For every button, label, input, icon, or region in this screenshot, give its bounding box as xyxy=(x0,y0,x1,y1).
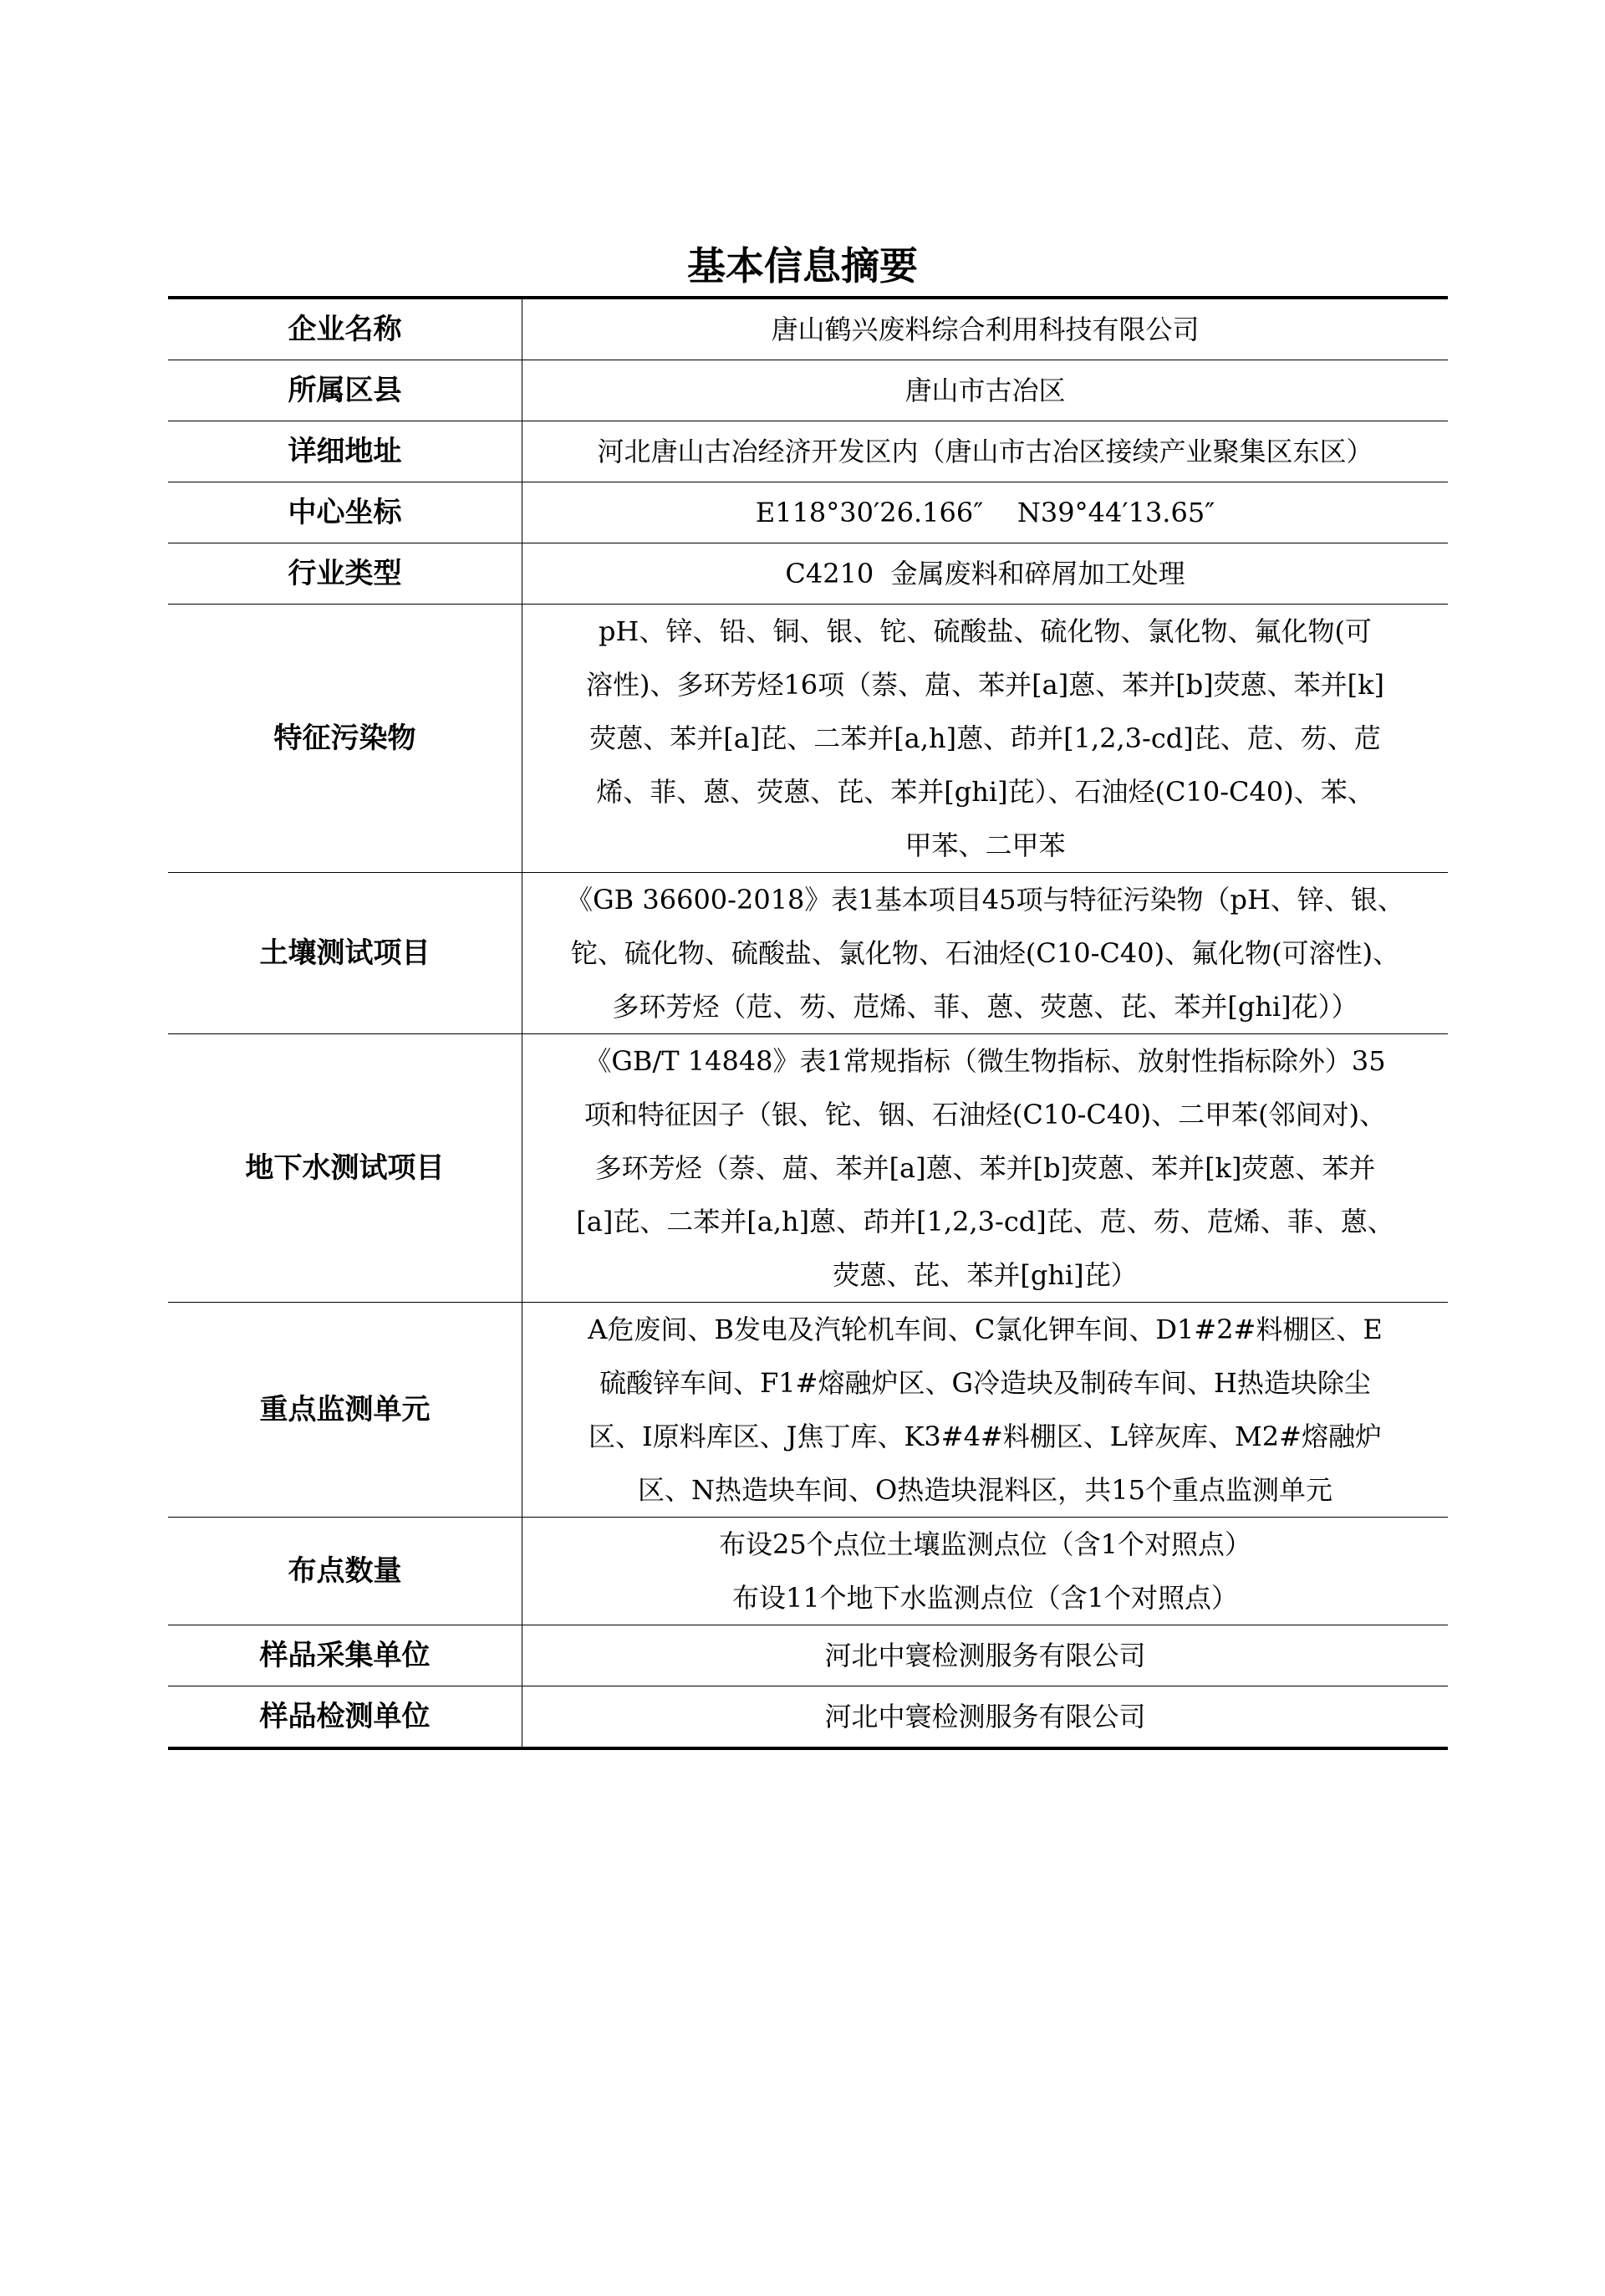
row-value xyxy=(522,605,1449,873)
value-line: 甲苯、二甲苯 xyxy=(904,829,1066,861)
value-line: 布设25个点位土壤监测点位（含1个对照点） xyxy=(718,1528,1252,1560)
row-value xyxy=(522,1303,1449,1518)
row-label: 样品检测单位 xyxy=(168,1686,522,1749)
value-line: 河北中寰检测服务有限公司 xyxy=(824,1701,1146,1732)
row-value xyxy=(522,298,1449,360)
value-line: 唐山市古冶区 xyxy=(904,375,1066,406)
row-label: 特征污染物 xyxy=(168,605,522,873)
table-row-district xyxy=(168,360,1448,421)
table-row-industry-type xyxy=(168,543,1448,605)
row-label: 中心坐标 xyxy=(168,482,522,543)
row-label: 详细地址 xyxy=(168,421,522,482)
row-value xyxy=(522,421,1449,482)
value-line: 布设11个地下水监测点位（含1个对照点） xyxy=(731,1582,1239,1614)
value-line: 区、I原料库区、J焦丁库、K3#4#料棚区、L锌灰库、M2#熔融炉 xyxy=(588,1421,1382,1452)
value-line: pH、锌、铅、铜、银、铊、硫酸盐、硫化物、氯化物、氟化物(可 xyxy=(599,615,1372,647)
value-line: 《GB 36600-2018》表1基本项目45项与特征污染物（pH、锌、银、 xyxy=(566,884,1404,916)
table-row-sampling-unit xyxy=(168,1625,1448,1686)
table-row-company-name xyxy=(168,298,1448,360)
value-line: 河北中寰检测服务有限公司 xyxy=(824,1640,1146,1671)
row-value xyxy=(522,1686,1449,1749)
row-value xyxy=(522,1625,1449,1686)
row-label: 样品采集单位 xyxy=(168,1625,522,1686)
table-row-monitoring-units xyxy=(168,1303,1448,1518)
value-line: E118°30′26.166″ N39°44′13.65″ xyxy=(755,497,1215,528)
value-line: 荧蒽、苯并[a]芘、二苯并[a,h]蒽、茚并[1,2,3-cd]芘、苊、芴、苊 xyxy=(589,722,1381,754)
row-value xyxy=(522,360,1449,421)
value-line: 项和特征因子（银、铊、铟、石油烃(C10-C40)、二甲苯(邻间对)、 xyxy=(583,1099,1387,1130)
row-value xyxy=(522,873,1449,1034)
row-label: 地下水测试项目 xyxy=(168,1034,522,1303)
row-value xyxy=(522,543,1449,605)
value-line: A危废间、B发电及汽轮机车间、C氯化钾车间、D1#2#料棚区、E xyxy=(588,1314,1383,1345)
row-label: 企业名称 xyxy=(168,298,522,360)
value-line: 铊、硫化物、硫酸盐、氯化物、石油烃(C10-C40)、氟化物(可溶性)、 xyxy=(570,937,1400,969)
row-label: 土壤测试项目 xyxy=(168,873,522,1034)
value-line: 区、N热造块车间、O热造块混料区，共15个重点监测单元 xyxy=(638,1474,1332,1506)
row-label: 所属区县 xyxy=(168,360,522,421)
value-line: 河北唐山古冶经济开发区内（唐山市古冶区接续产业聚集区东区） xyxy=(597,436,1373,467)
row-label: 重点监测单元 xyxy=(168,1303,522,1518)
table-row-groundwater-tests xyxy=(168,1034,1448,1303)
row-value xyxy=(522,1518,1449,1625)
row-value xyxy=(522,482,1449,543)
value-line: 烯、菲、蒽、荧蒽、芘、苯并[ghi]芘）、石油烃(C10-C40)、苯、 xyxy=(596,776,1374,808)
value-line: 《GB/T 14848》表1常规指标（微生物指标、放射性指标除外）35 xyxy=(584,1045,1386,1077)
basic-info-table xyxy=(168,296,1448,1750)
value-line: C4210 金属废料和碎屑加工处理 xyxy=(785,558,1185,589)
row-value xyxy=(522,1034,1449,1303)
page-title: 基本信息摘要 xyxy=(687,243,918,288)
table-row-pollutants xyxy=(168,605,1448,873)
table-row-address xyxy=(168,421,1448,482)
value-line: [a]芘、二苯并[a,h]蒽、茚并[1,2,3-cd]芘、苊、芴、苊烯、菲、蒽、 xyxy=(576,1206,1394,1237)
table-row-testing-unit xyxy=(168,1686,1448,1749)
value-line: 唐山鹤兴废料综合利用科技有限公司 xyxy=(771,314,1200,345)
value-line: 荧蒽、芘、苯并[ghi]芘） xyxy=(833,1259,1138,1291)
table-row-soil-tests xyxy=(168,873,1448,1034)
value-line: 硫酸锌车间、F1#熔融炉区、G冷造块及制砖车间、H热造块除尘 xyxy=(599,1367,1371,1399)
row-label: 布点数量 xyxy=(168,1518,522,1625)
value-line: 多环芳烃（萘、䓛、苯并[a]蒽、苯并[b]荧蒽、苯并[k]荧蒽、苯并 xyxy=(594,1152,1376,1184)
table-row-sampling-points xyxy=(168,1518,1448,1625)
table-row-coordinates xyxy=(168,482,1448,543)
row-label: 行业类型 xyxy=(168,543,522,605)
value-line: 溶性)、多环芳烃16项（萘、䓛、苯并[a]蒽、苯并[b]荧蒽、苯并[k] xyxy=(585,669,1385,701)
value-line: 多环芳烃（苊、芴、苊烯、菲、蒽、荧蒽、芘、苯并[ghi]花）） xyxy=(612,991,1358,1023)
